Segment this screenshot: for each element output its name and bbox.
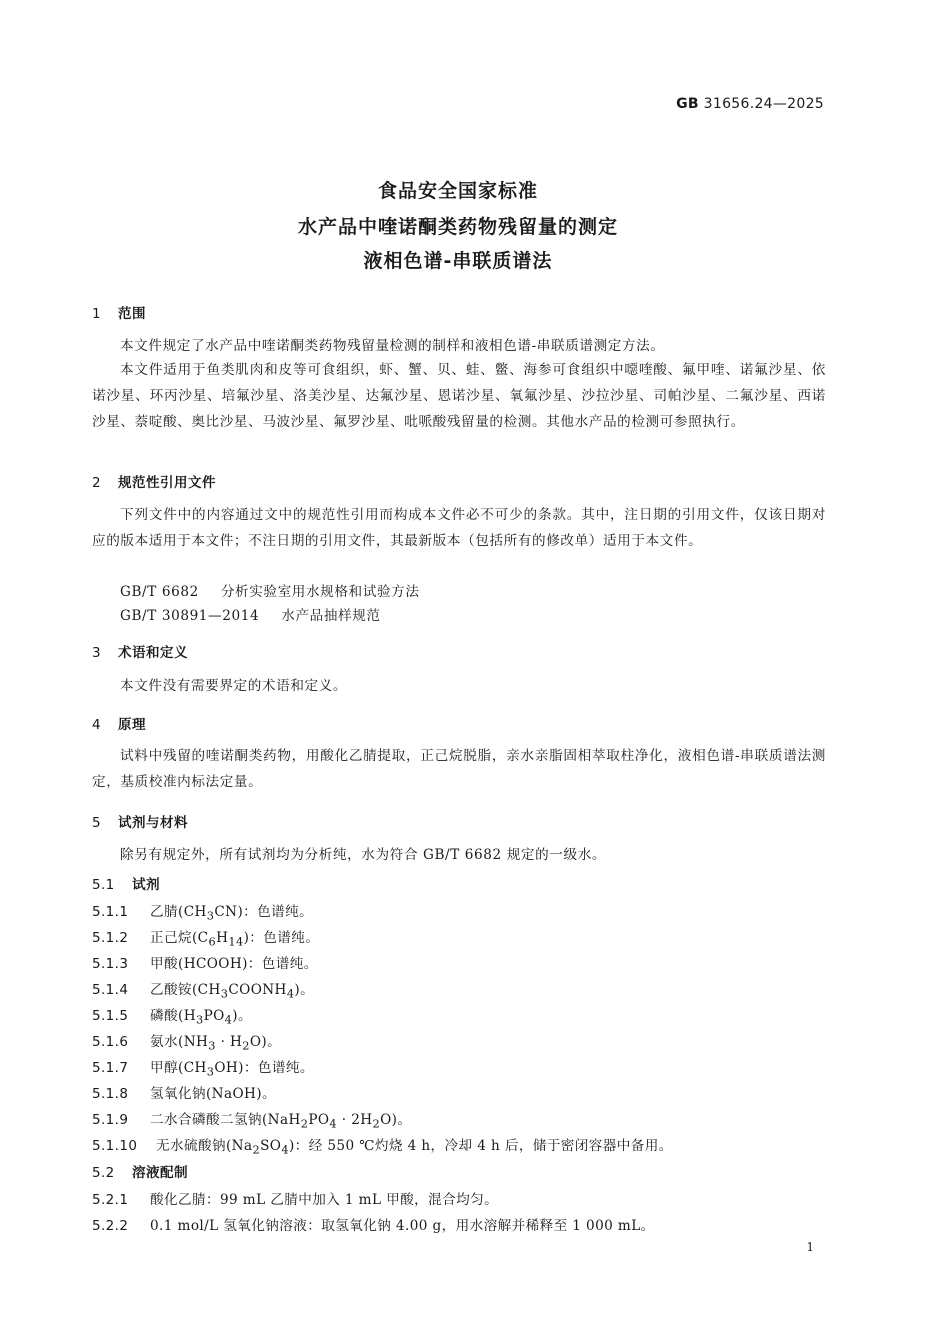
reagent-item: 5.1.10 无水硫酸钠$(Na_2SO_4)$：经 550 ℃灼烧 4 h，冷却 4 h 后，储于密闭容器中备用。 xyxy=(92,1138,673,1157)
doc-title-line2: 水产品中喹诺酮类药物残留量的测定 xyxy=(297,216,618,238)
reagent-item: 5.1.2 正己烷$(C_6H_{14})$：色谱纯。 xyxy=(92,930,320,949)
section-heading-principle: 4 原理 xyxy=(92,717,146,733)
solution-item: 5.2.1 酸化乙腈：99 mL 乙腈中加入 1 mL 甲酸，混合均匀。 xyxy=(92,1192,499,1208)
reagent-item: 5.1.7 甲醇$(CH_3OH)$：色谱纯。 xyxy=(92,1060,314,1079)
solution-item: 5.2.2 0.1 mol/L 氢氧化钠溶液：取氢氧化钠 4.00 g，用水溶解并稀释至 1 000 mL。 xyxy=(92,1218,655,1234)
section-heading-terms: 3 术语和定义 xyxy=(92,645,188,661)
reagent-item: 5.1.3 甲酸(HCOOH)：色谱纯。 xyxy=(92,956,318,972)
scope-paragraph-2: 本文件适用于鱼类肌肉和皮等可食组织，虾、蟹、贝、蛙、鳖、海参可食组织中噁喹酸、氟甲喹、诺氟沙星、依诺沙星、环丙沙星、培氟沙星、洛美沙星、达氟沙星、恩诺沙星、氧氟沙星、沙拉沙星、司帕沙星、二氟沙星、西诺沙星、萘啶酸、奥比沙星、马波沙星、氟罗沙星、吡哌酸残留量的检测。其他水产品的检测可参照执行。 xyxy=(92,362,826,430)
reagents-paragraph: 除另有规定外，所有试剂均为分析纯，水为符合 GB/T 6682 规定的一级水。 xyxy=(120,847,607,863)
page-number: 1 xyxy=(806,1240,814,1254)
subsection-heading-reagents: 5.1 试剂 xyxy=(92,877,160,893)
standard-code: GB 31656.24—2025 xyxy=(676,96,824,112)
reagent-item: 5.1.6 氨水$(NH_3 \cdot H_2O)$。 xyxy=(92,1034,282,1053)
principle-paragraph: 试料中残留的喹诺酮类药物，用酸化乙腈提取，正己烷脱脂，亲水亲脂固相萃取柱净化，液相色谱-串联质谱法测定，基质校准内标法定量。 xyxy=(92,748,826,790)
reference-1: GB/T 6682 分析实验室用水规格和试验方法 xyxy=(120,584,420,600)
references-paragraph: 下列文件中的内容通过文中的规范性引用而构成本文件必不可少的条款。其中，注日期的引用文件，仅该日期对应的版本适用于本文件；不注日期的引用文件，其最新版本（包括所有的修改单）适用于本文件。 xyxy=(92,507,826,549)
section-heading-reagents: 5 试剂与材料 xyxy=(92,815,188,831)
reagent-item: 5.1.1 乙腈$(CH_3CN)$：色谱纯。 xyxy=(92,904,314,923)
reagent-item: 5.1.8 氢氧化钠(NaOH)。 xyxy=(92,1086,276,1102)
doc-title-line1: 食品安全国家标准 xyxy=(377,180,538,202)
section-heading-normative-references: 2 规范性引用文件 xyxy=(92,475,216,491)
doc-title-line3: 液相色谱-串联质谱法 xyxy=(363,250,553,272)
reference-2: GB/T 30891—2014 水产品抽样规范 xyxy=(120,608,381,624)
terms-paragraph: 本文件没有需要界定的术语和定义。 xyxy=(120,678,348,694)
subsection-heading-solutions: 5.2 溶液配制 xyxy=(92,1165,188,1181)
reagent-item: 5.1.5 磷酸$(H_3PO_4)$。 xyxy=(92,1008,252,1027)
reagent-item: 5.1.9 二水合磷酸二氢钠$(NaH_2PO_4 \cdot 2H_2O)$。 xyxy=(92,1112,412,1131)
section-heading-scope: 1 范围 xyxy=(92,306,146,322)
reagent-item: 5.1.4 乙酸铵$(CH_3COONH_4)$。 xyxy=(92,982,315,1001)
scope-paragraph-1: 本文件规定了水产品中喹诺酮类药物残留量检测的制样和液相色谱-串联质谱测定方法。 xyxy=(120,338,665,354)
